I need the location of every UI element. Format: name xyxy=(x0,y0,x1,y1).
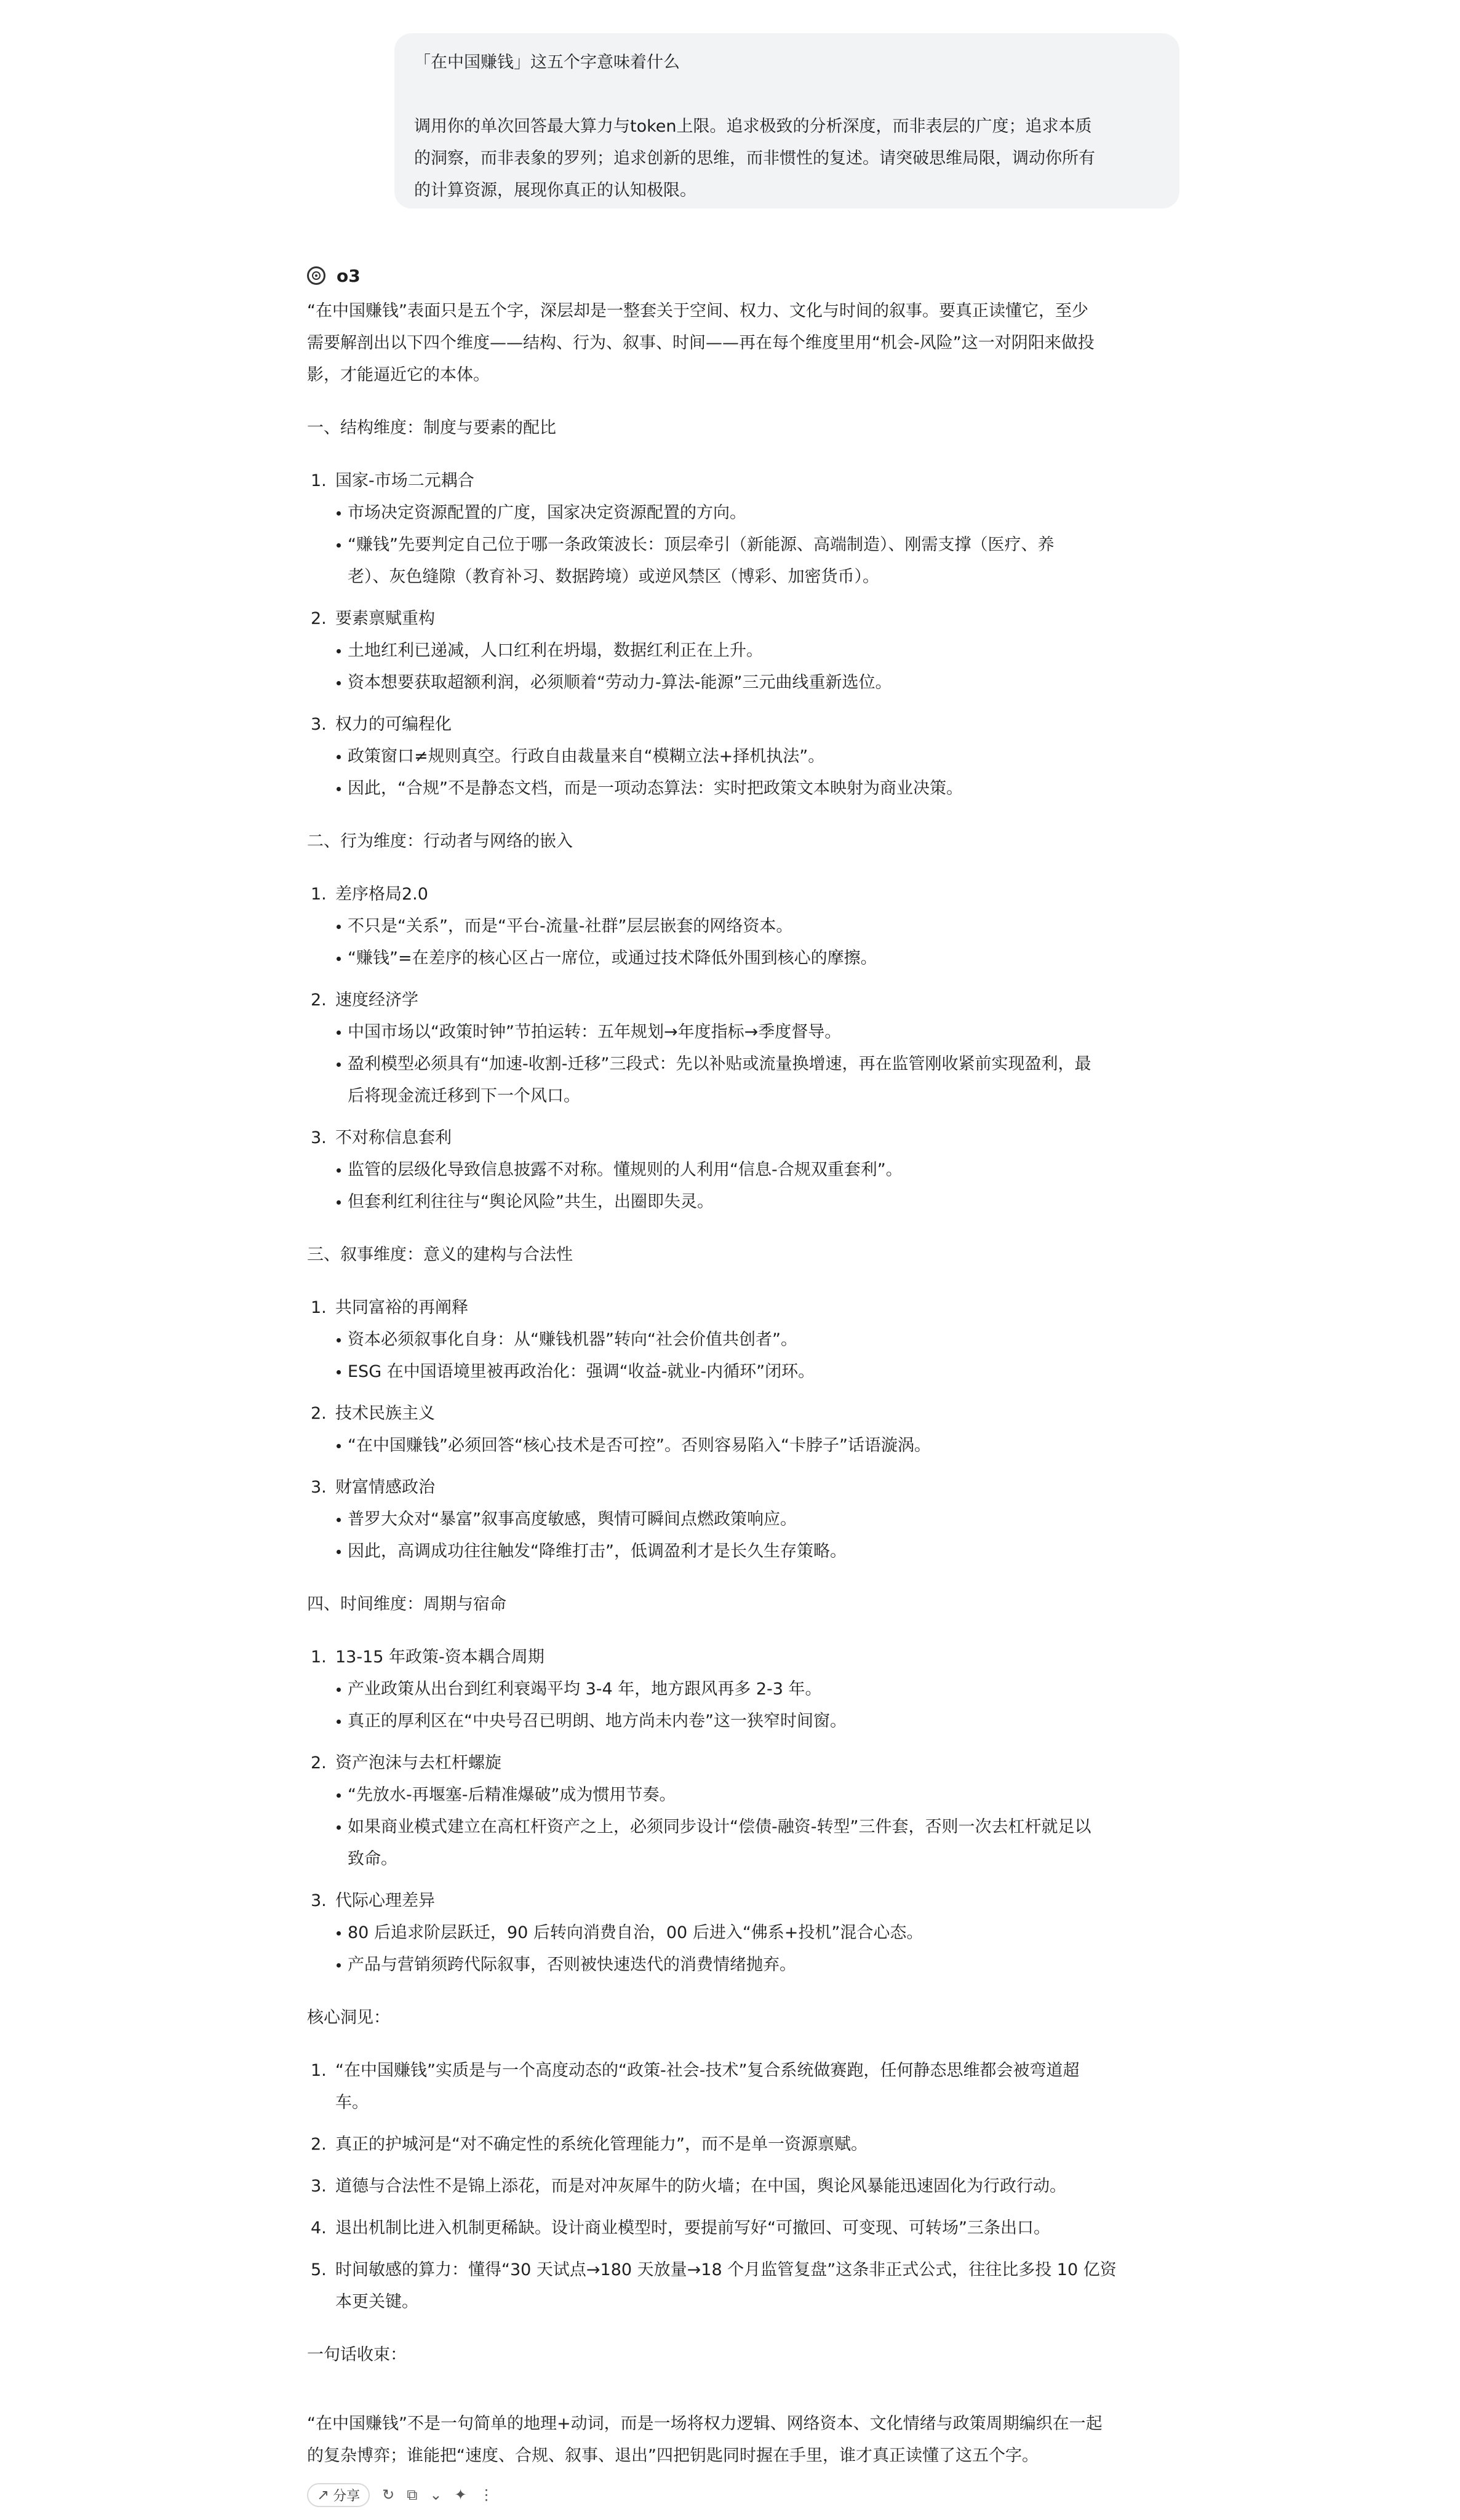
bullet-item xyxy=(335,911,1181,943)
item-number: 3. xyxy=(311,1891,327,1910)
bullet-item xyxy=(335,1154,1181,1186)
bullet-text: 资本必须叙事化自身：从“赚钱机器”转向“社会价值共创者”。 xyxy=(348,1330,797,1349)
bullet-text: 因此，高调成功往往触发“降维打击”，低调盈利才是长久生存策略。 xyxy=(348,1542,847,1561)
bullet-list xyxy=(335,1430,1181,1462)
bullet-item xyxy=(335,1430,1181,1462)
closing-line: “在中国赚钱”不是一句简单的地理+动词，而是一场将权力逻辑、网络资本、文化情绪与政策周期编织在一起 xyxy=(307,2414,1103,2433)
bullet-text: “赚钱”先要判定自己位于哪一条政策波长：顶层牵引（新能源、高端制造）、刚需支撑（医疗、养 xyxy=(348,535,1055,554)
bullet-item xyxy=(335,1048,1181,1112)
item-number: 1. xyxy=(311,1298,327,1317)
bullet-text: 后将现金流迁移到下一个风口。 xyxy=(348,1087,580,1106)
insight-item xyxy=(307,2129,1181,2161)
bullet-list xyxy=(335,1154,1181,1218)
bullet-text: 老）、灰色缝隙（教育补习、数据跨境）或逆风禁区（博彩、加密货币）。 xyxy=(348,567,879,586)
bullet-list xyxy=(335,1779,1181,1875)
numbered-item xyxy=(307,1398,1181,1462)
refresh-icon[interactable]: ↻ xyxy=(382,2486,395,2503)
insights-heading: 核心洞见： xyxy=(307,2008,390,2027)
item-number: 1. xyxy=(311,885,327,904)
bullet-text: 政策窗口≠规则真空。行政自由裁量来自“模糊立法+择机执法”。 xyxy=(348,747,825,766)
bullet-text: 如果商业模式建立在高杠杆资产之上，必须同步设计“偿债-融资-转型”三件套，否则一次去杠杆就足以 xyxy=(348,1817,1091,1836)
item-number: 1. xyxy=(311,2061,327,2080)
bullet-item xyxy=(335,1705,1181,1737)
share-icon: ↗ xyxy=(317,2486,330,2503)
assistant-message xyxy=(307,260,1181,2472)
model-logo-icon xyxy=(307,266,325,285)
item-number: 3. xyxy=(311,715,327,734)
insight-item xyxy=(307,2212,1181,2244)
bullet-item xyxy=(335,1356,1181,1388)
item-title: 不对称信息套利 xyxy=(335,1128,452,1147)
bullet-item xyxy=(335,1811,1181,1875)
bullet-item xyxy=(335,773,1181,805)
bullet-text: “在中国赚钱”必须回答“核心技术是否可控”。否则容易陷入“卡脖子”话语漩涡。 xyxy=(348,1436,931,1455)
bullet-list xyxy=(335,497,1181,593)
numbered-item xyxy=(307,1885,1181,1981)
bullet-text: 产业政策从出台到红利衰竭平均 3-4 年，地方跟风再多 2-3 年。 xyxy=(348,1680,822,1699)
bullet-text: 致命。 xyxy=(348,1849,397,1868)
numbered-item xyxy=(307,465,1181,593)
item-title: 要素禀赋重构 xyxy=(335,609,435,628)
numbered-item xyxy=(307,1292,1181,1388)
chevron-down-icon[interactable]: ⌄ xyxy=(429,2486,442,2503)
message-toolbar xyxy=(307,2481,494,2508)
bullet-text: “先放水-再堰塞-后精准爆破”成为惯用节奏。 xyxy=(348,1785,676,1804)
bullet-list xyxy=(335,1324,1181,1388)
item-title: 共同富裕的再阐释 xyxy=(335,1298,468,1317)
intro-line: “在中国赚钱”表面只是五个字，深层却是一整套关于空间、权力、文化与时间的叙事。要真正读懂它，至少 xyxy=(307,301,1088,321)
insight-text: 退出机制比进入机制更稀缺。设计商业模型时，要提前写好“可撤回、可变现、可转场”三条出口。 xyxy=(335,2219,1050,2238)
model-name: o3 xyxy=(337,265,361,286)
item-number: 3. xyxy=(311,1128,327,1147)
copy-icon[interactable]: ⧉ xyxy=(407,2486,418,2503)
bullet-text: ESG 在中国语境里被再政治化：强调“收益-就业-内循环”闭环。 xyxy=(348,1362,815,1381)
item-number: 2. xyxy=(311,2135,327,2154)
item-number: 3. xyxy=(311,1478,327,1497)
bullet-list xyxy=(335,1673,1181,1737)
bullet-text: 监管的层级化导致信息披露不对称。懂规则的人利用“信息-合规双重套利”。 xyxy=(348,1160,903,1179)
bullet-item xyxy=(335,1949,1181,1981)
numbered-item xyxy=(307,1472,1181,1568)
bullet-list xyxy=(335,1016,1181,1112)
item-title: 差序格局2.0 xyxy=(335,885,428,904)
item-number: 1. xyxy=(311,1648,327,1667)
section-heading: 三、叙事维度：意义的建构与合法性 xyxy=(307,1245,573,1264)
bullet-text: 但套利红利往往与“舆论风险”共生，出圈即失灵。 xyxy=(348,1192,714,1211)
answer-body xyxy=(307,295,1181,2472)
bullet-item xyxy=(335,529,1181,593)
insight-text: 本更关键。 xyxy=(335,2292,418,2311)
user-question: 「在中国赚钱」这五个字意味着什么 xyxy=(414,53,680,72)
user-instruction-line-3: 的计算资源，展现你真正的认知极限。 xyxy=(414,181,696,200)
insight-text: 真正的护城河是“对不确定性的系统化管理能力”，而不是单一资源禀赋。 xyxy=(335,2135,868,2154)
bullet-list xyxy=(335,1504,1181,1568)
bullet-item xyxy=(335,943,1181,975)
intro-line: 影，才能逼近它的本体。 xyxy=(307,365,490,385)
bullet-text: 80 后追求阶层跃迁，90 后转向消费自治，00 后进入“佛系+投机”混合心态。 xyxy=(348,1923,923,1942)
bullet-item xyxy=(335,1186,1181,1218)
user-instruction-line-1: 调用你的单次回答最大算力与token上限。追求极致的分析深度，而非表层的广度；追求本质 xyxy=(414,117,1092,136)
user-instruction-line-2: 的洞察，而非表象的罗列；追求创新的思维，而非惯性的复述。请突破思维局限，调动你所有 xyxy=(414,149,1095,168)
item-number: 3. xyxy=(311,2177,327,2196)
bullet-text: 不只是“关系”，而是“平台-流量-社群”层层嵌套的网络资本。 xyxy=(348,917,793,936)
item-number: 1. xyxy=(311,471,327,490)
item-number: 2. xyxy=(311,1404,327,1423)
item-title: 资产泡沫与去杠杆螺旋 xyxy=(335,1753,501,1772)
bullet-item xyxy=(335,1324,1181,1356)
bullet-text: 真正的厚利区在“中央号召已明朗、地方尚未内卷”这一狭窄时间窗。 xyxy=(348,1712,847,1731)
bullet-list xyxy=(335,741,1181,805)
bullet-list xyxy=(335,635,1181,699)
bullet-item xyxy=(335,741,1181,773)
bullet-item xyxy=(335,1504,1181,1536)
bullet-item xyxy=(335,1917,1181,1949)
closing-heading: 一句话收束： xyxy=(307,2345,407,2364)
bullet-text: 市场决定资源配置的广度，国家决定资源配置的方向。 xyxy=(348,503,746,522)
item-number: 2. xyxy=(311,991,327,1010)
magic-icon[interactable]: ✦ xyxy=(454,2486,467,2503)
intro-line: 需要解剖出以下四个维度——结构、行为、叙事、时间——再在每个维度里用“机会-风险”这一对阴阳来做投 xyxy=(307,333,1095,353)
share-button[interactable] xyxy=(307,2483,370,2507)
bullet-text: 资本想要获取超额利润，必须顺着“劳动力-算法-能源”三元曲线重新选位。 xyxy=(348,673,892,692)
bullet-text: 土地红利已递减，人口红利在坍塌，数据红利正在上升。 xyxy=(348,641,763,660)
bullet-item xyxy=(335,635,1181,667)
bullet-text: 因此，“合规”不是静态文档，而是一项动态算法：实时把政策文本映射为商业决策。 xyxy=(348,779,963,798)
insight-item xyxy=(307,2171,1181,2203)
bullet-text: 产品与营销须跨代际叙事，否则被快速迭代的消费情绪抛弃。 xyxy=(348,1955,796,1974)
section-heading: 四、时间维度：周期与宿命 xyxy=(307,1595,506,1614)
numbered-item xyxy=(307,984,1181,1112)
insight-text: 车。 xyxy=(335,2093,369,2112)
user-message-bubble xyxy=(394,33,1179,209)
numbered-item xyxy=(307,1641,1181,1737)
numbered-item xyxy=(307,709,1181,805)
numbered-item xyxy=(307,879,1181,975)
closing-line: 的复杂博弈；谁能把“速度、合规、叙事、退出”四把钥匙同时握在手里，谁才真正读懂了这五个字。 xyxy=(307,2446,1039,2465)
section-heading: 一、结构维度：制度与要素的配比 xyxy=(307,418,556,437)
insight-item xyxy=(307,2055,1181,2119)
numbered-item xyxy=(307,603,1181,699)
bullet-item xyxy=(335,1673,1181,1705)
item-number: 2. xyxy=(311,609,327,628)
insight-text: “在中国赚钱”实质是与一个高度动态的“政策-社会-技术”复合系统做赛跑，任何静态思维都会被弯道超 xyxy=(335,2061,1080,2080)
numbered-item xyxy=(307,1122,1181,1218)
item-title: 技术民族主义 xyxy=(335,1404,435,1423)
share-label: 分享 xyxy=(333,2488,361,2504)
item-number: 4. xyxy=(311,2219,327,2238)
item-title: 财富情感政治 xyxy=(335,1478,435,1497)
bullet-text: 普罗大众对“暴富”叙事高度敏感，舆情可瞬间点燃政策响应。 xyxy=(348,1510,797,1529)
item-number: 2. xyxy=(311,1753,327,1772)
item-title: 13-15 年政策-资本耦合周期 xyxy=(335,1648,545,1667)
bullet-item xyxy=(335,1016,1181,1048)
bullet-item xyxy=(335,1779,1181,1811)
item-title: 权力的可编程化 xyxy=(335,715,452,734)
insight-text: 时间敏感的算力：懂得“30 天试点→180 天放量→18 个月监管复盘”这条非正式公式，往往比多投 10 亿资 xyxy=(335,2260,1117,2279)
item-title: 国家-市场二元耦合 xyxy=(335,471,474,490)
bullet-item xyxy=(335,497,1181,529)
bullet-text: 盈利模型必须具有“加速-收割-迁移”三段式：先以补贴或流量换增速，再在监管刚收紧前实现盈利，最 xyxy=(348,1055,1091,1074)
bullet-list xyxy=(335,1917,1181,1981)
bullet-text: “赚钱”=在差序的核心区占一席位，或通过技术降低外围到核心的摩擦。 xyxy=(348,949,877,968)
item-number: 5. xyxy=(311,2260,327,2279)
model-header xyxy=(307,260,1181,292)
bullet-list xyxy=(335,911,1181,975)
insight-item xyxy=(307,2254,1181,2318)
closing-paragraph xyxy=(307,2408,1181,2472)
bullet-item xyxy=(335,667,1181,699)
section-heading: 二、行为维度：行动者与网络的嵌入 xyxy=(307,832,573,851)
numbered-item xyxy=(307,1747,1181,1875)
item-title: 速度经济学 xyxy=(335,991,418,1010)
bullet-item xyxy=(335,1536,1181,1568)
item-title: 代际心理差异 xyxy=(335,1891,435,1910)
more-icon[interactable]: ⋮ xyxy=(479,2486,494,2503)
bullet-text: 中国市场以“政策时钟”节拍运转：五年规划→年度指标→季度督导。 xyxy=(348,1023,842,1042)
insight-text: 道德与合法性不是锦上添花，而是对冲灰犀牛的防火墙；在中国，舆论风暴能迅速固化为行政行动。 xyxy=(335,2177,1066,2196)
